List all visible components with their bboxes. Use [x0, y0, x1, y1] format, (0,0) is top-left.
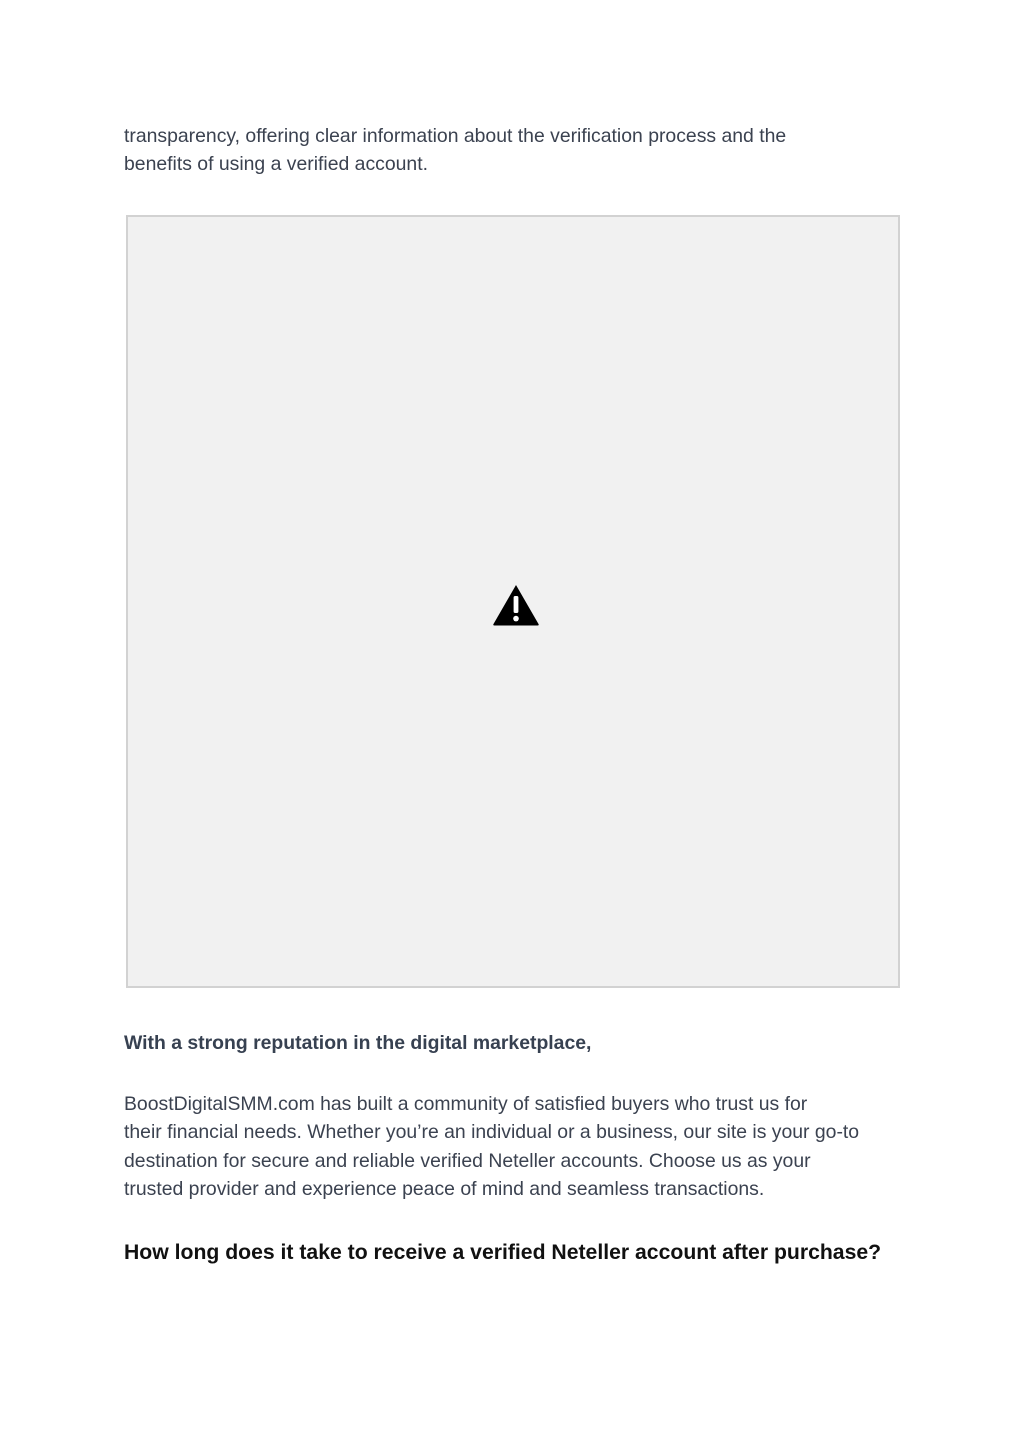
reputation-paragraph	[124, 1090, 914, 1204]
reputation-bold-line: With a strong reputation in the digital marketplace,	[124, 1032, 592, 1054]
intro-line-2: benefits of using a verified account.	[124, 153, 428, 176]
intro-line-1: transparency, offering clear information about the verification process and the	[124, 125, 787, 147]
broken-image-placeholder	[126, 215, 900, 988]
intro-paragraph	[124, 122, 914, 179]
warning-icon	[492, 583, 540, 627]
reputation-line-4: trusted provider and experience peace of mind and seamless transactions.	[124, 1178, 765, 1201]
faq-heading: How long does it take to receive a verified Neteller account after purchase?	[124, 1241, 882, 1264]
reputation-line-2: their financial needs. Whether you’re an individual or a business, our site is your go-to	[124, 1121, 860, 1144]
reputation-line-3: destination for secure and reliable verified Neteller accounts. Choose us as your	[124, 1149, 811, 1172]
reputation-line-1: BoostDigitalSMM.com has built a community of satisfied buyers who trust us for	[124, 1093, 808, 1115]
